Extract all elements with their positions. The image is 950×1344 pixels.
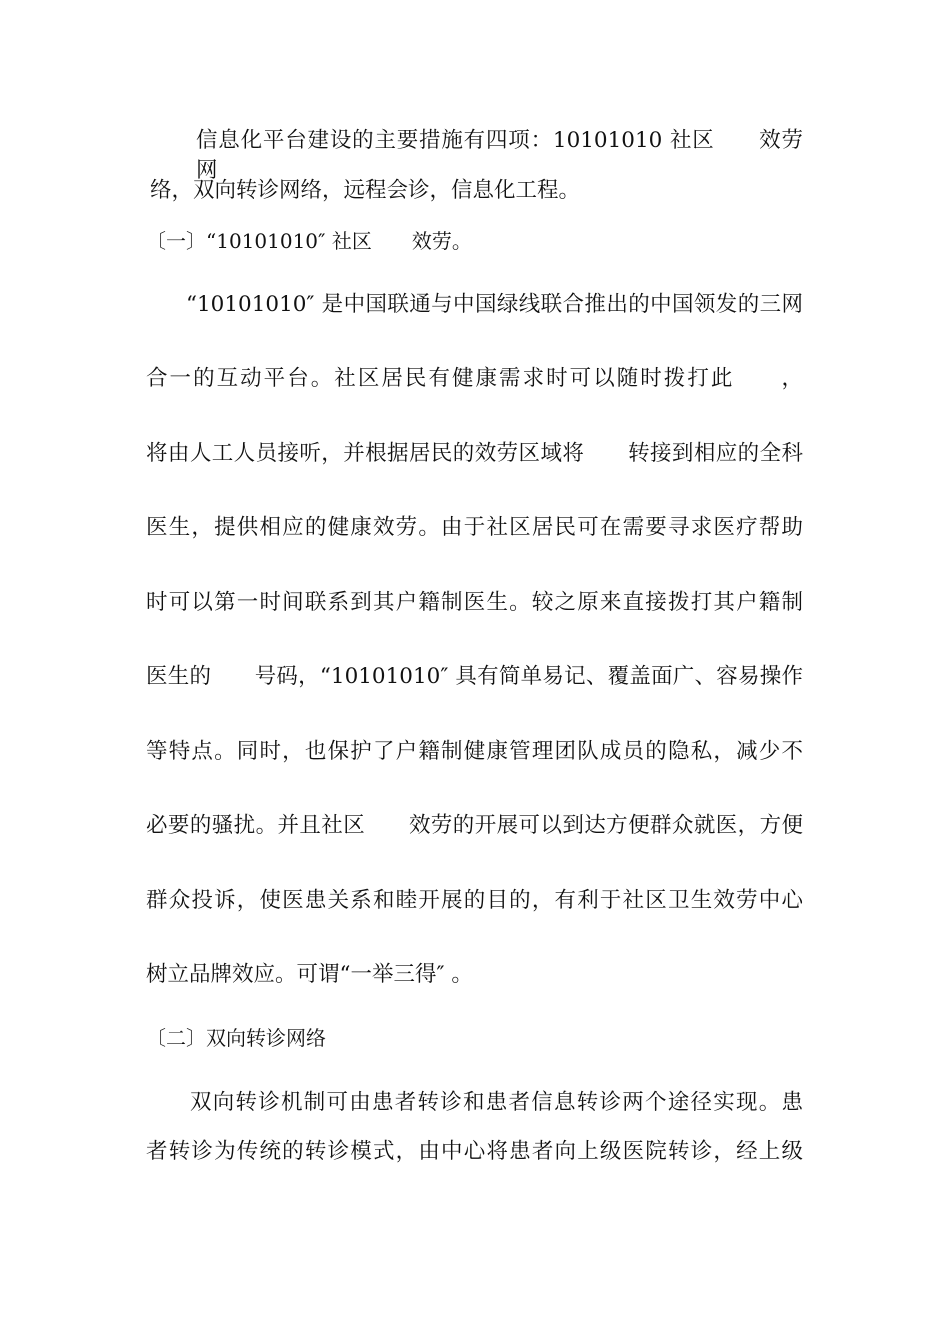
section1-body-line-2: 合一的互动平台。社区居民有健康需求时可以随时拨打此 ， [146,366,803,391]
section2-heading: 〔二〕双向转诊网络 [146,1026,326,1050]
intro-line-2: 络，双向转诊网络，远程会诊，信息化工程。 [150,178,581,203]
intro-line-1: 信息化平台建设的主要措施有四项：10101010 社区 效劳网 [196,128,803,183]
section1-body-line-7: 等特点。同时，也保护了户籍制健康管理团队成员的隐私，减少不 [146,739,803,764]
section1-body-line-10: 树立品牌效应。可谓“一举三得″ 。 [146,962,473,987]
section1-body-line-9: 群众投诉，使医患关系和睦开展的目的，有利于社区卫生效劳中心 [146,888,803,913]
section2-body-line-1: 双向转诊机制可由患者转诊和患者信息转诊两个途径实现。患 [190,1090,803,1115]
section1-body-line-3: 将由人工人员接听，并根据居民的效劳区域将 转接到相应的全科 [146,441,803,466]
section1-body-line-1: “10101010″ 是中国联通与中国绿线联合推出的中国领发的三网 [186,292,803,317]
section1-body-line-8: 必要的骚扰。并且社区 效劳的开展可以到达方便群众就医，方便 [146,813,803,838]
section1-body-line-4: 医生，提供相应的健康效劳。由于社区居民可在需要寻求医疗帮助 [146,515,803,540]
section2-body-line-2: 者转诊为传统的转诊模式，由中心将患者向上级医院转诊，经上级 [146,1139,803,1164]
section1-body-line-5: 时可以第一时间联系到其户籍制医生。较之原来直接拨打其户籍制 [146,590,803,615]
section1-heading: 〔一〕“10101010″ 社区 效劳。 [146,229,472,253]
section1-body-line-6: 医生的 号码，“10101010″ 具有简单易记、覆盖面广、容易操作 [146,664,803,689]
